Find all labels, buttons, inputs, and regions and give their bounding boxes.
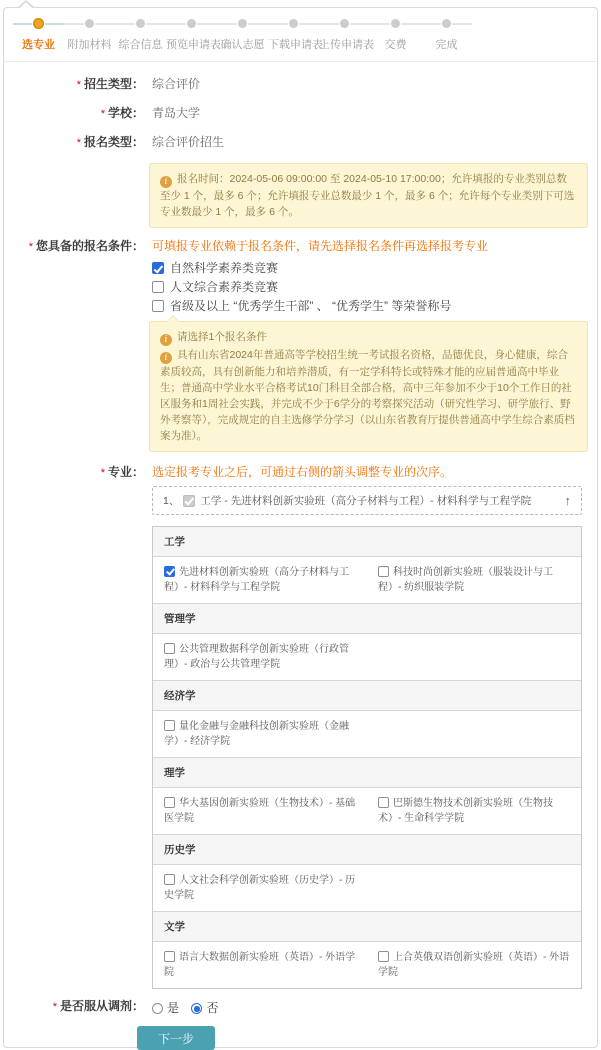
notice-line2: 具有山东省2024年普通高等学校招生统一考试报名资格，品德优良，身心健康，综合素质较高，具有创新能力和培养潜质，有一定学科特长或特殊才能的应届普通高中毕业生；普通高中学业水平合格考试10门科目全部合格，高中三年参加不少于10个工作日的社区服务和1周社会实践，并完成不少于6学分的考察探究活动（研究性学习、研学旅行、野外考察等），完成规定的自主选修学分学习（以山东省教育厅提供普通高中学生综合素质档案为准）。 (160, 349, 575, 442)
step-label: 上传申请表 (319, 39, 374, 51)
category-header: 经济学 (153, 681, 581, 711)
major-option[interactable] (367, 557, 581, 603)
major-option-label: 人文社会科学创新实验班（历史学）- 历史学院 (164, 875, 356, 901)
major-option[interactable] (153, 711, 367, 757)
step-dot (85, 19, 94, 28)
radio-selected-icon[interactable] (191, 1003, 202, 1014)
field-label: 学校： (107, 106, 144, 120)
adjustment-option-yes[interactable]: 是 (152, 999, 179, 1016)
checkbox-unchecked-icon[interactable] (378, 797, 389, 808)
adjustment-option-no[interactable]: 否 (191, 999, 218, 1016)
field-label: 招生类型： (83, 77, 144, 91)
step-dot (187, 19, 196, 28)
condition-option-label: 省级及以上 “优秀学生干部” 、 “优秀学生” 等荣誉称号 (170, 299, 452, 313)
conditions-row (4, 238, 597, 317)
step-extra-materials[interactable] (64, 18, 115, 52)
category-literature (153, 912, 581, 988)
major-option-label: 科技时尚创新实验班（服装设计与工程）- 纺织服装学院 (378, 567, 553, 593)
step-label: 附加材料 (67, 39, 112, 51)
notice-line1: 请选择1个报名条件 (177, 331, 267, 343)
step-payment[interactable] (370, 18, 421, 52)
major-option[interactable] (153, 557, 367, 603)
selected-major-index: 1、 (163, 495, 180, 507)
major-option-label: 华大基因创新实验班（生物技术）- 基础医学院 (164, 798, 356, 824)
selected-major-row (152, 486, 582, 515)
step-label: 综合信息 (118, 39, 163, 51)
required-asterisk: * (52, 1001, 57, 1013)
selected-major-label: 工学 - 先进材料创新实验班（高分子材料与工程）- 材料科学与工程学院 (200, 495, 532, 507)
field-admission-type (4, 76, 597, 94)
majors-label: 专业： (107, 465, 144, 479)
field-school (4, 105, 597, 123)
checkbox-unchecked-icon[interactable] (378, 951, 389, 962)
checkbox-unchecked-icon[interactable] (152, 300, 164, 312)
condition-option-natural-science[interactable] (152, 260, 587, 276)
checkbox-checked-icon[interactable] (152, 262, 164, 274)
checkbox-unchecked-icon[interactable] (164, 643, 175, 654)
conditions-label: 您具备的报名条件： (35, 239, 144, 253)
category-management (153, 604, 581, 681)
major-option-label: 语言大数据创新实验班（英语）- 外语学院 (164, 952, 356, 978)
required-asterisk: * (28, 241, 33, 253)
step-dot (289, 19, 298, 28)
registration-time-notice (149, 163, 588, 228)
conditions-hint: 可填报专业依赖于报名条件，请先选择报名条件再选择报考专业 (152, 239, 489, 253)
step-label: 确认志愿 (220, 39, 265, 51)
adjustment-label: 是否服从调剂： (59, 999, 144, 1013)
info-icon: i (160, 176, 172, 188)
step-comprehensive-info[interactable] (115, 18, 166, 52)
notice-text: 报名时间：2024-05-06 09:00:00 至 2024-05-10 17:00:00；允许填报的专业类别总数至少 1 个，最多 6 个；允许填报专业总数最少 1 个，最多 6 个；允许每个专业类别下可选专业数最少 1 个，最多 6 个。 (160, 173, 575, 218)
step-label: 交费 (384, 39, 407, 51)
step-label: 完成 (435, 39, 458, 51)
required-asterisk: * (76, 79, 81, 91)
move-up-arrow-icon[interactable]: ↑ (564, 492, 571, 508)
checkbox-disabled-checked-icon (183, 495, 195, 507)
category-economics (153, 681, 581, 758)
step-download-application[interactable] (268, 18, 323, 52)
condition-option-label: 人文综合素养类竞赛 (170, 280, 279, 294)
info-icon: i (160, 352, 172, 364)
field-label: 报名类型： (83, 135, 144, 149)
category-science (153, 758, 581, 835)
required-asterisk: * (76, 137, 81, 149)
checkbox-unchecked-icon[interactable] (152, 281, 164, 293)
field-value: 综合评价 (152, 77, 201, 91)
progress-stepper (4, 8, 597, 62)
checkbox-unchecked-icon[interactable] (164, 797, 175, 808)
next-step-button[interactable]: 下一步 (137, 1026, 215, 1050)
step-label: 下载申请表 (268, 39, 323, 51)
major-option-label: 上合英俄双语创新实验班（英语）- 外语学院 (378, 952, 570, 978)
major-option[interactable] (367, 788, 581, 834)
step-dot (238, 19, 247, 28)
step-complete[interactable] (421, 18, 472, 52)
major-option-label: 巴斯德生物技术创新实验班（生物技术）- 生命科学学院 (378, 798, 553, 824)
category-header: 工学 (153, 527, 581, 557)
eligibility-notice (149, 321, 588, 452)
required-asterisk: * (100, 108, 105, 120)
category-history (153, 835, 581, 912)
checkbox-unchecked-icon[interactable] (164, 874, 175, 885)
application-form-panel (3, 7, 598, 1048)
category-header: 历史学 (153, 835, 581, 865)
step-dot (33, 18, 44, 29)
step-dot (340, 19, 349, 28)
checkbox-checked-icon[interactable] (164, 566, 175, 577)
step-select-major[interactable] (13, 18, 64, 52)
checkbox-unchecked-icon[interactable] (378, 566, 389, 577)
step-confirm-choices[interactable] (217, 18, 268, 52)
category-header: 管理学 (153, 604, 581, 634)
field-registration-type (4, 134, 597, 152)
major-option[interactable] (153, 788, 367, 834)
step-dot (442, 19, 451, 28)
major-option-label: 公共管理数据科学创新实验班（行政管理）- 政治与公共管理学院 (164, 644, 349, 670)
condition-option-honor-title[interactable] (152, 298, 587, 314)
field-value: 综合评价招生 (152, 135, 225, 149)
major-option-label: 先进材料创新实验班（高分子材料与工程）- 材料科学与工程学院 (164, 567, 349, 593)
majors-row (4, 464, 597, 989)
checkbox-unchecked-icon[interactable] (164, 720, 175, 731)
condition-option-humanities[interactable] (152, 279, 587, 295)
step-preview-application[interactable] (166, 18, 221, 52)
info-icon: i (160, 334, 172, 346)
major-option[interactable] (153, 634, 367, 680)
category-header: 理学 (153, 758, 581, 788)
major-option-label: 量化金融与金融科技创新实验班（金融学）- 经济学院 (164, 721, 349, 747)
step-dot (391, 19, 400, 28)
category-header: 文学 (153, 912, 581, 942)
checkbox-unchecked-icon[interactable] (164, 951, 175, 962)
step-label: 选专业 (22, 39, 55, 51)
major-option[interactable] (153, 865, 367, 911)
required-asterisk: * (100, 467, 105, 479)
category-engineering (153, 527, 581, 604)
majors-table (152, 526, 582, 989)
radio-unselected-icon[interactable] (152, 1003, 163, 1014)
field-value: 青岛大学 (152, 106, 201, 120)
major-option[interactable] (153, 942, 367, 988)
step-dot (136, 19, 145, 28)
step-upload-application[interactable] (319, 18, 374, 52)
step-label: 预览申请表 (166, 39, 221, 51)
major-option[interactable] (367, 942, 581, 988)
adjustment-row (4, 998, 597, 1017)
majors-hint: 选定报考专业之后，可通过右侧的箭头调整专业的次序。 (152, 465, 453, 479)
condition-option-label: 自然科学素养类竞赛 (170, 261, 279, 275)
